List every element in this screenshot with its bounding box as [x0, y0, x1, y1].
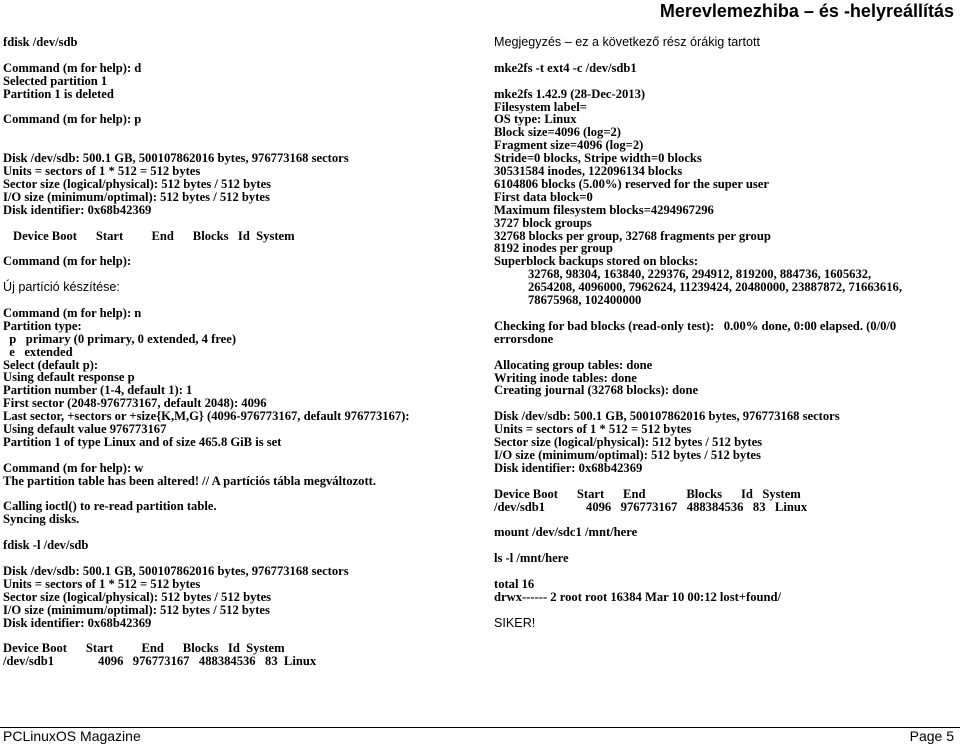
- output-line: Filesystem label=: [494, 99, 587, 114]
- output-line: 6104806 blocks (5.00%) reserved for the super user: [494, 176, 769, 191]
- output-line: Partition number (1-4, default 1): 1: [3, 383, 193, 398]
- output-line: p primary (0 primary, 0 extended, 4 free): [3, 331, 237, 346]
- output-line: Selected partition 1: [3, 73, 108, 88]
- output-line: Partition 1 is deleted: [3, 86, 114, 101]
- output-line: Units = sectors of 1 * 512 = 512 bytes: [3, 164, 201, 178]
- output-line: Allocating group tables: done: [494, 357, 653, 372]
- output-line: Syncing disks.: [3, 512, 80, 527]
- backup-blocks-line: 78675968, 102400000: [528, 293, 642, 308]
- output-line: Disk /dev/sdb: 500.1 GB, 500107862016 bytes, 976773168 sectors: [494, 409, 840, 424]
- output-line: Fragment size=4096 (log=2): [494, 138, 644, 153]
- left-column: [3, 36, 473, 668]
- command-line: Command (m for help): d: [3, 60, 142, 75]
- output-line: Checking for bad blocks (read-only test): 0.00% done, 0:00 elapsed. (0/0/0: [494, 318, 897, 333]
- page-title: Merevlemezhiba – és -helyreállítás: [659, 1, 954, 21]
- command-line: mke2fs -t ext4 -c /dev/sdb1: [494, 60, 637, 75]
- output-line: I/O size (minimum/optimal): 512 bytes / 512 bytes: [494, 447, 761, 462]
- output-line: OS type: Linux: [494, 112, 577, 127]
- right-column: [494, 36, 956, 630]
- output-line: First data block=0: [494, 189, 593, 204]
- footer-divider: [0, 727, 960, 728]
- output-line: Disk /dev/sdb: 500.1 GB, 500107862016 bytes, 976773168 sectors: [3, 563, 349, 578]
- output-line: Sector size (logical/physical): 512 bytes / 512 bytes: [3, 176, 272, 191]
- output-line: Disk identifier: 0x68b42369: [494, 460, 643, 475]
- output-line: Calling ioctl() to re-read partition table.: [3, 499, 217, 514]
- command-line: Command (m for help):: [3, 254, 132, 269]
- output-line: mke2fs 1.42.9 (28-Dec-2013): [494, 86, 646, 101]
- partition-table-row: /dev/sdb1 4096 976773167 488384536 83 Linux: [3, 654, 317, 669]
- footer-magazine: PCLinuxOS Magazine: [3, 728, 141, 744]
- output-line: Writing inode tables: done: [494, 370, 637, 385]
- output-line: Disk /dev/sdb: 500.1 GB, 500107862016 bytes, 976773168 sectors: [3, 151, 349, 166]
- command-line: ls -l /mnt/here: [494, 551, 569, 566]
- output-line: Units = sectors of 1 * 512 = 512 bytes: [3, 576, 201, 591]
- output-line: Using default value 976773167: [3, 422, 167, 437]
- command-line: mount /dev/sdc1 /mnt/here: [494, 525, 638, 540]
- output-line: Last sector, +sectors or +size{K,M,G} (4096-976773167, default 976773167):: [3, 409, 410, 424]
- backup-blocks-line: 32768, 98304, 163840, 229376, 294912, 819200, 884736, 1605632,: [528, 267, 872, 282]
- command-line: Command (m for help): w: [3, 460, 144, 475]
- footer-page-number: Page 5: [909, 728, 954, 744]
- command-line: fdisk -l /dev/sdb: [3, 538, 89, 553]
- backup-blocks-line: 2654208, 4096000, 7962624, 11239424, 20480000, 23887872, 71663616,: [528, 280, 902, 295]
- output-line: total 16: [494, 576, 535, 591]
- note-text: Megjegyzés – ez a következő rész órákig tartott: [494, 35, 760, 49]
- output-line: Stride=0 blocks, Stripe width=0 blocks: [494, 151, 702, 166]
- output-line: Partition type:: [3, 318, 82, 333]
- output-line: Sector size (logical/physical): 512 bytes / 512 bytes: [3, 589, 272, 604]
- output-line: Sector size (logical/physical): 512 bytes / 512 bytes: [494, 435, 763, 450]
- output-line: 3727 block groups: [494, 215, 592, 230]
- output-line: 32768 blocks per group, 32768 fragments per group: [494, 228, 771, 243]
- output-line: I/O size (minimum/optimal): 512 bytes / 512 bytes: [3, 189, 270, 204]
- output-line: I/O size (minimum/optimal): 512 bytes / 512 bytes: [3, 602, 270, 617]
- output-line: Disk identifier: 0x68b42369: [3, 202, 152, 217]
- output-line: The partition table has been altered! // A partíciós tábla megváltozott.: [3, 473, 377, 488]
- output-line: errorsdone: [494, 331, 554, 346]
- output-line: Using default response p: [3, 370, 135, 385]
- partition-table-row: /dev/sdb1 4096 976773167 488384536 83 Linux: [494, 499, 808, 514]
- output-line: Block size=4096 (log=2): [494, 125, 621, 140]
- command-line: Command (m for help): p: [3, 112, 142, 127]
- command-line: Command (m for help): n: [3, 305, 142, 320]
- output-line: 8192 inodes per group: [494, 241, 613, 256]
- output-line: Maximum filesystem blocks=4294967296: [494, 202, 714, 217]
- partition-table-header: Device Boot Start End Blocks Id System: [13, 228, 295, 243]
- partition-table-header: Device Boot Start End Blocks Id System: [494, 486, 801, 501]
- partition-table-header: Device Boot Start End Blocks Id System: [3, 641, 285, 656]
- output-line: First sector (2048-976773167, default 2048): 4096: [3, 396, 267, 411]
- output-line: Partition 1 of type Linux and of size 465.8 GiB is set: [3, 434, 282, 449]
- command-line: fdisk /dev/sdb: [3, 35, 78, 49]
- output-line: Units = sectors of 1 * 512 = 512 bytes: [494, 422, 692, 437]
- output-line: Disk identifier: 0x68b42369: [3, 615, 152, 630]
- note-text: Új partíció készítése:: [3, 280, 120, 295]
- output-line: 30531584 inodes, 122096134 blocks: [494, 164, 683, 179]
- output-line: drwx------ 2 root root 16384 Mar 10 00:12 lost+found/: [494, 589, 782, 604]
- output-line: e extended: [3, 344, 73, 359]
- success-note: SIKER!: [494, 615, 536, 630]
- output-line: Superblock backups stored on blocks:: [494, 254, 699, 269]
- output-line: Select (default p):: [3, 357, 99, 372]
- output-line: Creating journal (32768 blocks): done: [494, 383, 699, 398]
